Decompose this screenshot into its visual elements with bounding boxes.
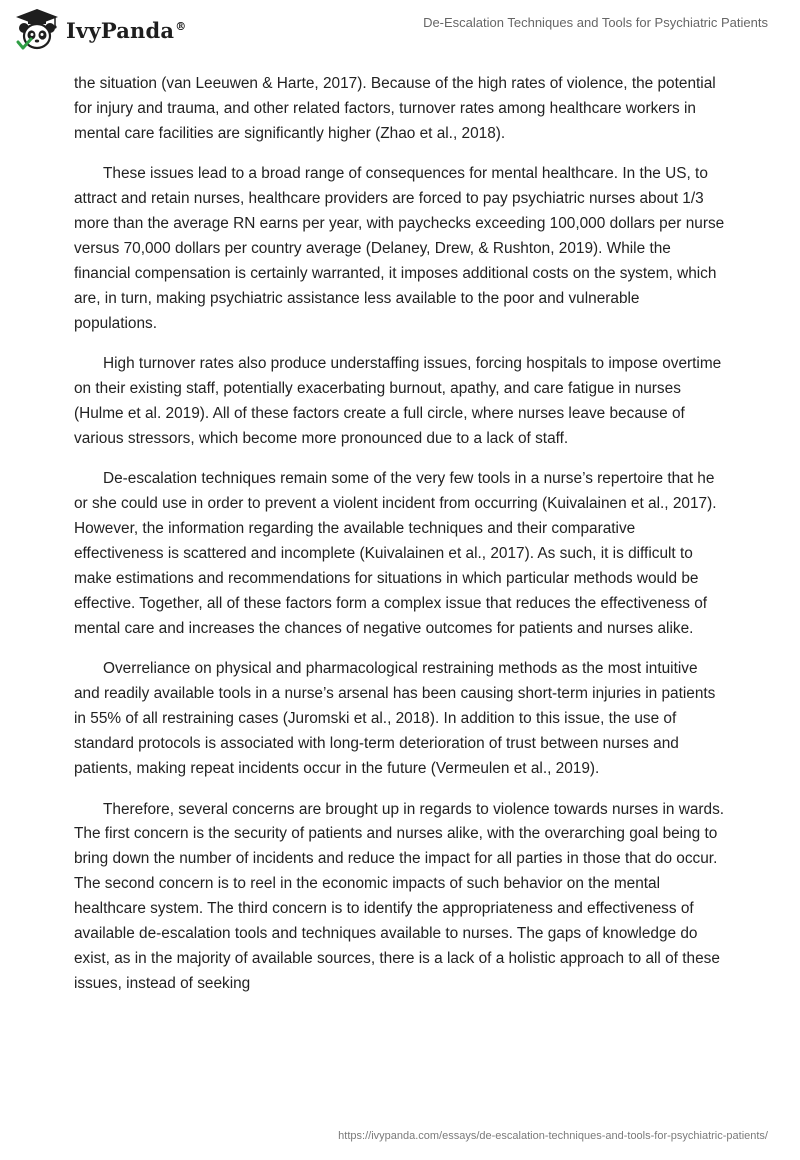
paragraph: These issues lead to a broad range of consequences for mental healthcare. In the US, to attract and retain nurses, healthcare providers are forced to pay psychiatric nurses about 1/3 more than the average RN earns per year, with paychecks exceeding 100,000 dollars per nurse versus 70,000 dollars per country average (Delaney, Drew, & Rushton, 2019). While the financial compensation is certainly warranted, it imposes additional costs on the system, which are, in turn, making psychiatric assistance less available to the poor and vulnerable populations. [74,165,725,332]
paragraph: the situation (van Leeuwen & Harte, 2017). Because of the high rates of violence, the potential for injury and trauma, and other related factors, turnover rates among healthcare workers in mental care facilities are significantly higher (Zhao et al., 2018). [74,75,716,142]
paragraph: Therefore, several concerns are brought up in regards to violence towards nurses in wards. The first concern is the security of patients and nurses alike, with the overarching goal being to bring down the number of incidents and reduce the impact for all parties in those that do occur. The second concern is to reel in the economic impacts of such behavior on the mental healthcare system. The third concern is to identify the appropriateness and effectiveness of available de-escalation tools and techniques available to nurses. The gaps of knowledge do exist, as in the majority of available sources, there is a lack of a holistic approach to all of these issues, instead of seeking [74,800,725,992]
brand-name: IvyPanda® [66,17,187,43]
panda-graduate-icon [14,8,60,52]
essay-body [74,72,726,1012]
paragraph: High turnover rates also produce understaffing issues, forcing hospitals to impose overtime on their existing staff, potentially exacerbating burnout, apathy, and care fatigue in nurses (Hulme et al. 2019). All of these factors create a full circle, where nurses leave because of various stressors, which become more pronounced due to a lack of staff. [74,355,722,447]
page-header [0,0,800,70]
paragraph: De-escalation techniques remain some of the very few tools in a nurse’s repertoire that he or she could use in order to prevent a violent incident from occurring (Kuivalainen et al., 2017). However, the information regarding the available techniques and their comparative effectiveness is scattered and incomplete (Kuivalainen et al., 2017). As such, it is difficult to make estimations and recommendations for situations in which particular methods would be effective. Together, all of these factors form a complex issue that reduces the effectiveness of mental care and increases the chances of negative outcomes for patients and nurses alike. [74,470,717,637]
source-url-link[interactable]: https://ivypanda.com/essays/de-escalation-techniques-and-tools-for-psychiatric-patients/ [338,1130,768,1142]
paragraph: Overreliance on physical and pharmacological restraining methods as the most intuitive and readily available tools in a nurse’s arsenal has been causing short-term injuries in patients in 55% of all restraining cases (Juromski et al., 2018). In addition to this issue, the use of standard protocols is associated with long-term deterioration of trust between nurses and patients, making repeat incidents occur in the future (Vermeulen et al., 2019). [74,660,716,778]
brand-logo[interactable] [14,8,186,52]
document-title: De-Escalation Techniques and Tools for Psychiatric Patients [423,15,768,30]
registered-mark: ® [175,19,187,33]
